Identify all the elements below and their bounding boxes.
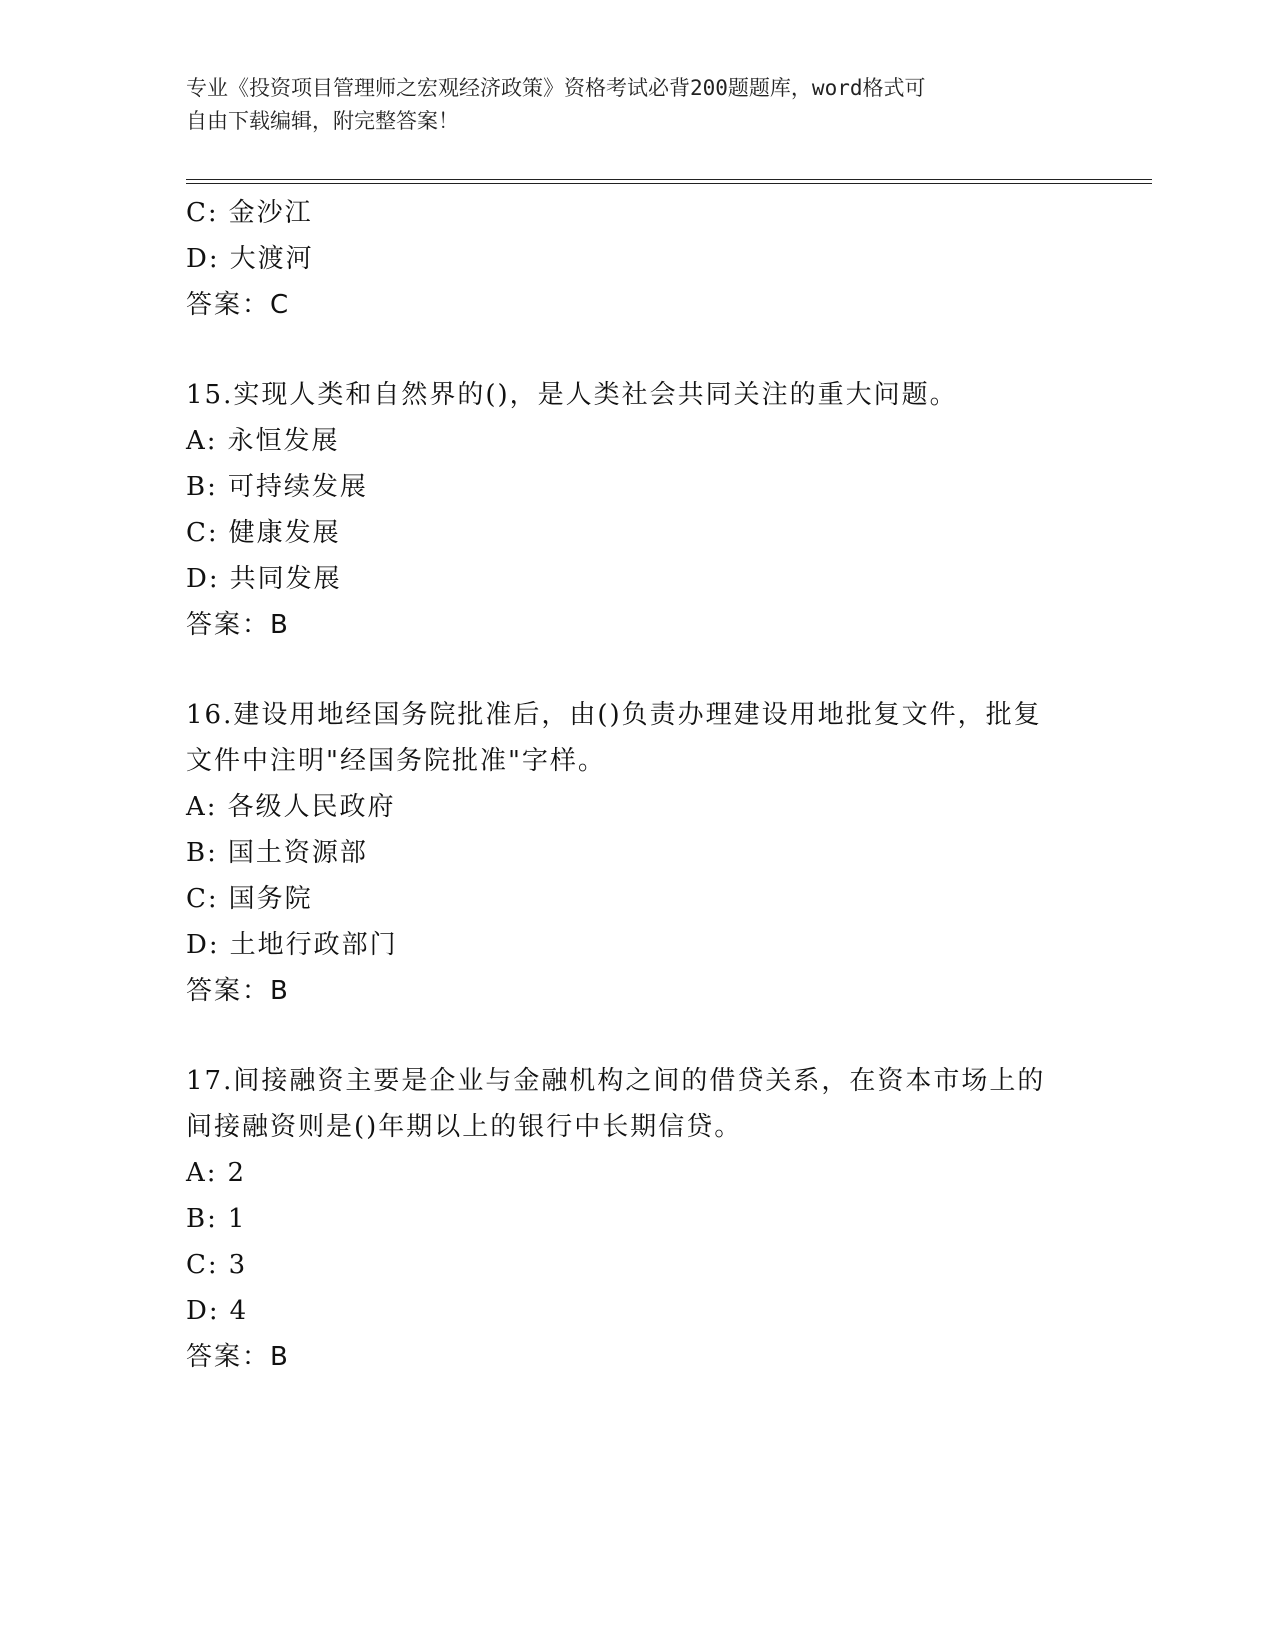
option-text: 国务院: [228, 884, 313, 914]
option-letter: D:: [186, 1296, 220, 1326]
option-letter: C:: [186, 198, 219, 228]
option-c: [186, 190, 1086, 236]
option-text: 各级人民政府: [227, 792, 396, 822]
document-header: [186, 72, 1086, 138]
header-line-1: 专业《投资项目管理师之宏观经济政策》资格考试必背200题题库，word格式可: [186, 76, 926, 100]
option-d: [186, 922, 1086, 968]
option-text: 3: [228, 1250, 248, 1280]
option-letter: A:: [186, 1158, 218, 1188]
option-c: [186, 510, 1086, 556]
question-16: [186, 692, 1086, 1014]
question-list: [186, 190, 1086, 1380]
option-text: 大渡河: [229, 244, 314, 274]
header-line-2: 自由下载编辑，附完整答案！: [186, 109, 459, 133]
question-17: [186, 1058, 1086, 1380]
option-d: [186, 236, 1086, 282]
option-b: [186, 464, 1086, 510]
option-text: 4: [229, 1296, 249, 1326]
option-text: 健康发展: [228, 518, 341, 548]
option-letter: B:: [186, 472, 218, 502]
question-stem: 15.实现人类和自然界的()，是人类社会共同关注的重大问题。: [186, 380, 958, 410]
option-text: 金沙江: [228, 198, 313, 228]
answer-line: 答案：C: [186, 290, 291, 320]
option-text: 永恒发展: [227, 426, 340, 456]
answer-line: 答案：B: [186, 1342, 290, 1372]
option-letter: A:: [186, 792, 218, 822]
question-stem-line-1: 16.建设用地经国务院批准后，由()负责办理建设用地批复文件，批复: [186, 700, 1042, 730]
option-letter: A:: [186, 426, 218, 456]
answer-line: 答案：B: [186, 610, 290, 640]
option-c: [186, 876, 1086, 922]
option-b: [186, 830, 1086, 876]
option-b: [186, 1196, 1086, 1242]
option-letter: B:: [186, 838, 218, 868]
option-letter: D:: [186, 930, 220, 960]
question-stem-line-2: 文件中注明"经国务院批准"字样。: [186, 746, 606, 776]
option-c: [186, 1242, 1086, 1288]
header-rule-bottom: [186, 183, 1152, 184]
question-15: [186, 372, 1086, 648]
option-text: 1: [227, 1204, 247, 1234]
option-a: [186, 1150, 1086, 1196]
question-stem-line-2: 间接融资则是()年期以上的银行中长期信贷。: [186, 1112, 743, 1142]
option-letter: C:: [186, 884, 219, 914]
option-text: 2: [227, 1158, 247, 1188]
option-text: 土地行政部门: [229, 930, 398, 960]
option-d: [186, 556, 1086, 602]
header-rule-top: [186, 179, 1152, 180]
question-stem-line-1: 17.间接融资主要是企业与金融机构之间的借贷关系，在资本市场上的: [186, 1066, 1046, 1096]
option-a: [186, 784, 1086, 830]
option-letter: C:: [186, 518, 219, 548]
option-text: 国土资源部: [227, 838, 368, 868]
option-text: 可持续发展: [227, 472, 368, 502]
option-letter: C:: [186, 1250, 219, 1280]
option-d: [186, 1288, 1086, 1334]
answer-line: 答案：B: [186, 976, 290, 1006]
option-letter: B:: [186, 1204, 218, 1234]
option-letter: D:: [186, 244, 220, 274]
option-letter: D:: [186, 564, 220, 594]
option-text: 共同发展: [229, 564, 342, 594]
option-a: [186, 418, 1086, 464]
question-14-continued: [186, 190, 1086, 328]
